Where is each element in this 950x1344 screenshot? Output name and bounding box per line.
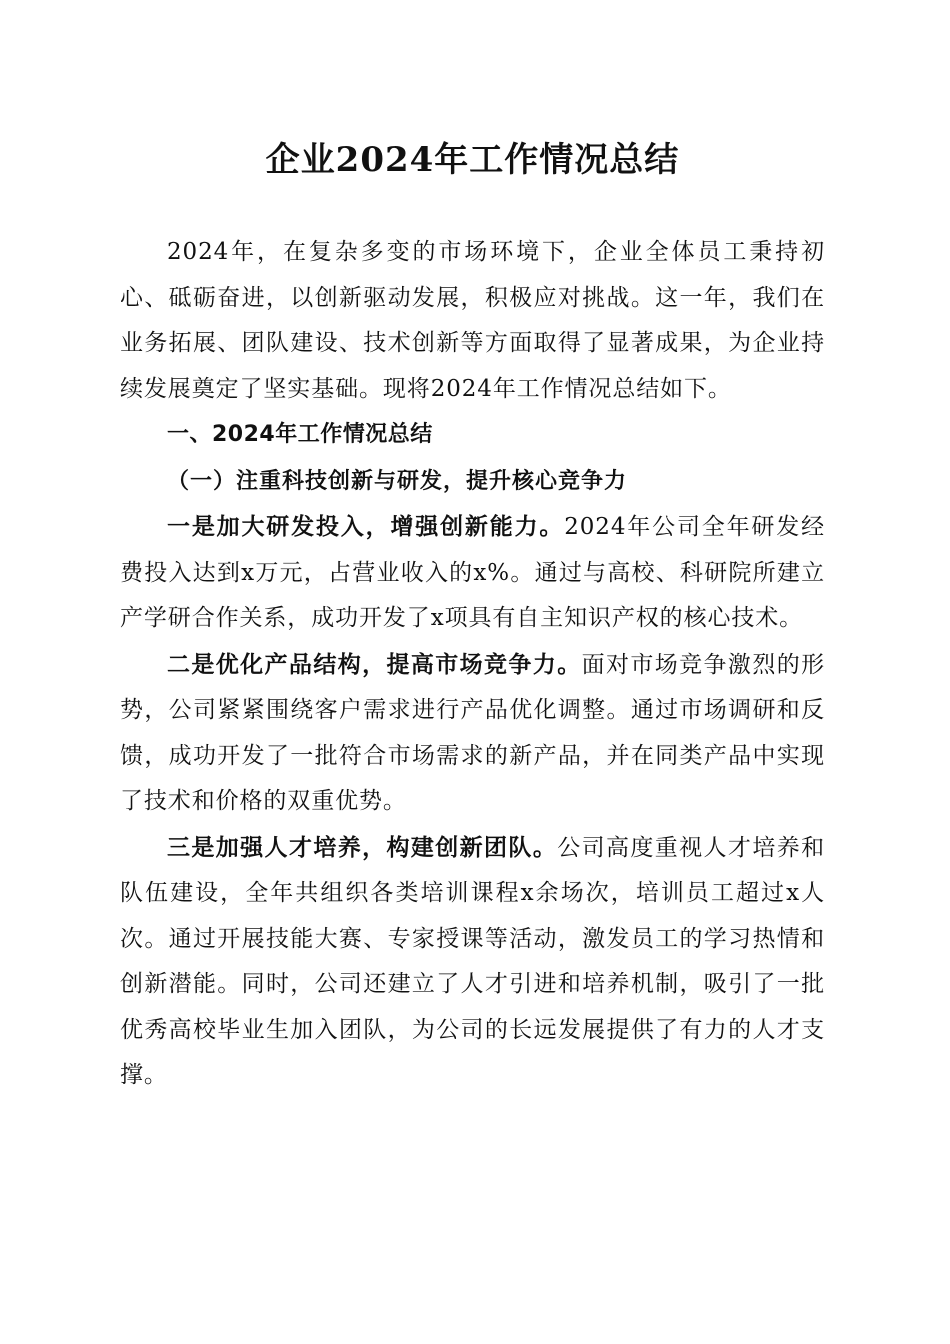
document-body bbox=[120, 230, 825, 1099]
intro-paragraph: 2024年，在复杂多变的市场环境下，企业全体员工秉持初心、砥砺奋进，以创新驱动发展，积极应对挑战。这一年，我们在业务拓展、团队建设、技术创新等方面取得了显著成果，为企业持续发展奠定了坚实基础。现将2024年工作情况总结如下。 bbox=[120, 239, 825, 402]
subsection-heading: （一）注重科技创新与研发，提升核心竞争力 bbox=[167, 468, 628, 494]
section-heading: 一、2024年工作情况总结 bbox=[167, 422, 433, 447]
document-title: 企业2024年工作情况总结 bbox=[265, 140, 680, 180]
item-text-1: 2024年公司全年研发经费投入达到x万元，占营业收入的x%。通过与高校、科研院所建立产学研合作关系，成功开发了x项具有自主知识产权的核心技术。 bbox=[120, 514, 825, 631]
item-paragraph-3 bbox=[120, 825, 825, 1099]
item-lead-2: 二是优化产品结构，提高市场竞争力。 bbox=[167, 650, 582, 678]
item-lead-1: 一是加大研发投入，增强创新能力。 bbox=[167, 513, 565, 540]
item-paragraph-2 bbox=[120, 642, 825, 825]
item-text-3: 公司高度重视人才培养和队伍建设，全年共组织各类培训课程x余场次，培训员工超过x人次。通过开展技能大赛、专家授课等活动，激发员工的学习热情和创新潜能。同时，公司还建立了人才引进和培养机制，吸引了一批优秀高校毕业生加入团队，为公司的长远发展提供了有力的人才支撑。 bbox=[120, 834, 825, 1088]
item-paragraph-1 bbox=[120, 504, 825, 642]
item-text-2: 面对市场竞争激烈的形势，公司紧紧围绕客户需求进行产品优化调整。通过市场调研和反馈，成功开发了一批符合市场需求的新产品，并在同类产品中实现了技术和价格的双重优势。 bbox=[120, 651, 826, 814]
item-lead-3: 三是加强人才培养，构建创新团队。 bbox=[167, 833, 558, 861]
